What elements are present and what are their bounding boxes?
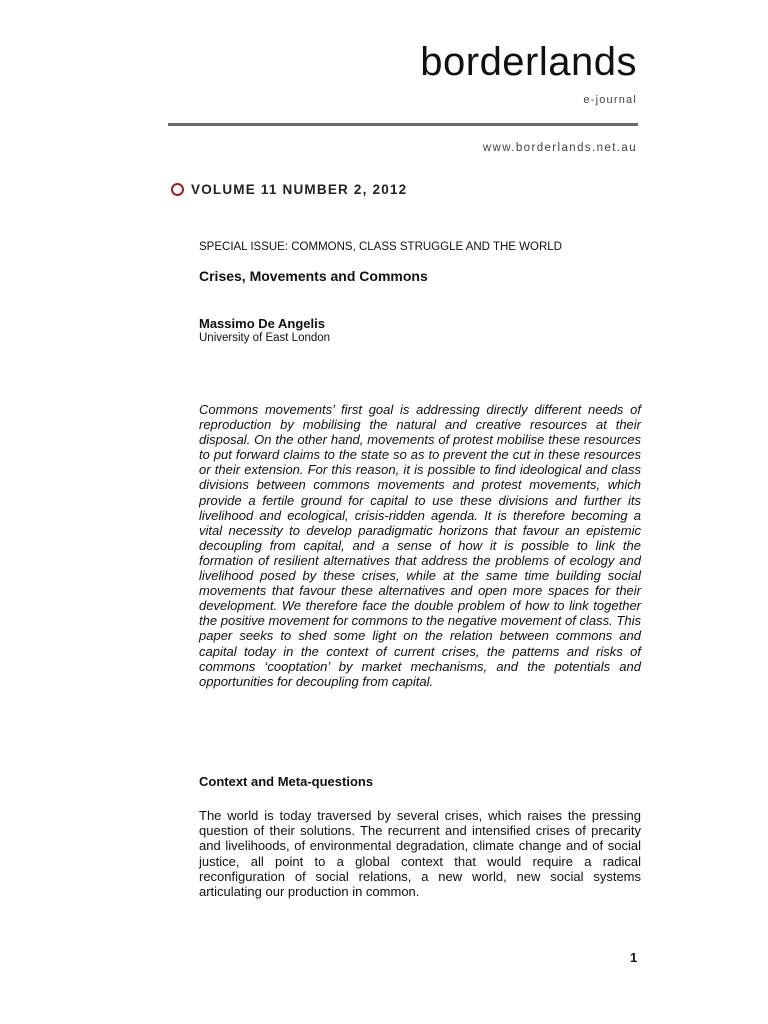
author-name: Massimo De Angelis <box>199 316 325 331</box>
special-issue-label: SPECIAL ISSUE: COMMONS, CLASS STRUGGLE AND THE WORLD <box>199 241 562 253</box>
circle-bullet-icon <box>171 183 184 196</box>
volume-label: VOLUME 11 NUMBER 2, 2012 <box>191 182 408 197</box>
author-affiliation: University of East London <box>199 332 331 344</box>
journal-url[interactable]: www.borderlands.net.au <box>482 142 637 154</box>
page-number: 1 <box>630 950 638 965</box>
article-title: Crises, Movements and Commons <box>199 268 428 284</box>
journal-subtitle: e-journal <box>583 94 637 106</box>
section-heading: Context and Meta-questions <box>199 774 374 789</box>
volume-row <box>171 182 407 197</box>
body-paragraph: The world is today traversed by several crises, which raises the pressing question of their solutions. The recurrent and intensified crises of precarity and livelihoods, of environmental degradation, climate change and of social justice, all point to a global context that would require a radical reconfiguration of social relations, a new world, new social systems articulating our production in common. <box>199 808 641 900</box>
abstract: Commons movements’ first goal is addressing directly different needs of reproduction by mobilising the natural and creative resources at their disposal. On the other hand, movements of protest mobilise these resources to put forward claims to the state so as to prevent the cut in these resources or their extension. For this reason, it is possible to find ideological and class divisions between commons movements and protest movements, which provide a fertile ground for capital to use these divisions and further its livelihood and ecological, crisis-ridden agenda. It is therefore becoming a vital necessity to develop paradigmatic horizons that favour an epistemic decoupling from capital, and a sense of how it is possible to link the formation of resilient alternatives that address the problems of ecology and livelihood posed by these crises, while at the same time building social movements that favour these alternatives and open more spaces for their development. We therefore face the double problem of how to link together the positive movement for commons to the negative movement of class. This paper seeks to shed some light on the relation between commons and capital today in the context of current crises, the patterns and risks of commons ‘cooptation’ by market mechanisms, and the potentials and opportunities for decoupling from capital. <box>199 402 641 689</box>
journal-title: borderlands <box>420 40 637 84</box>
header-rule <box>168 123 638 126</box>
